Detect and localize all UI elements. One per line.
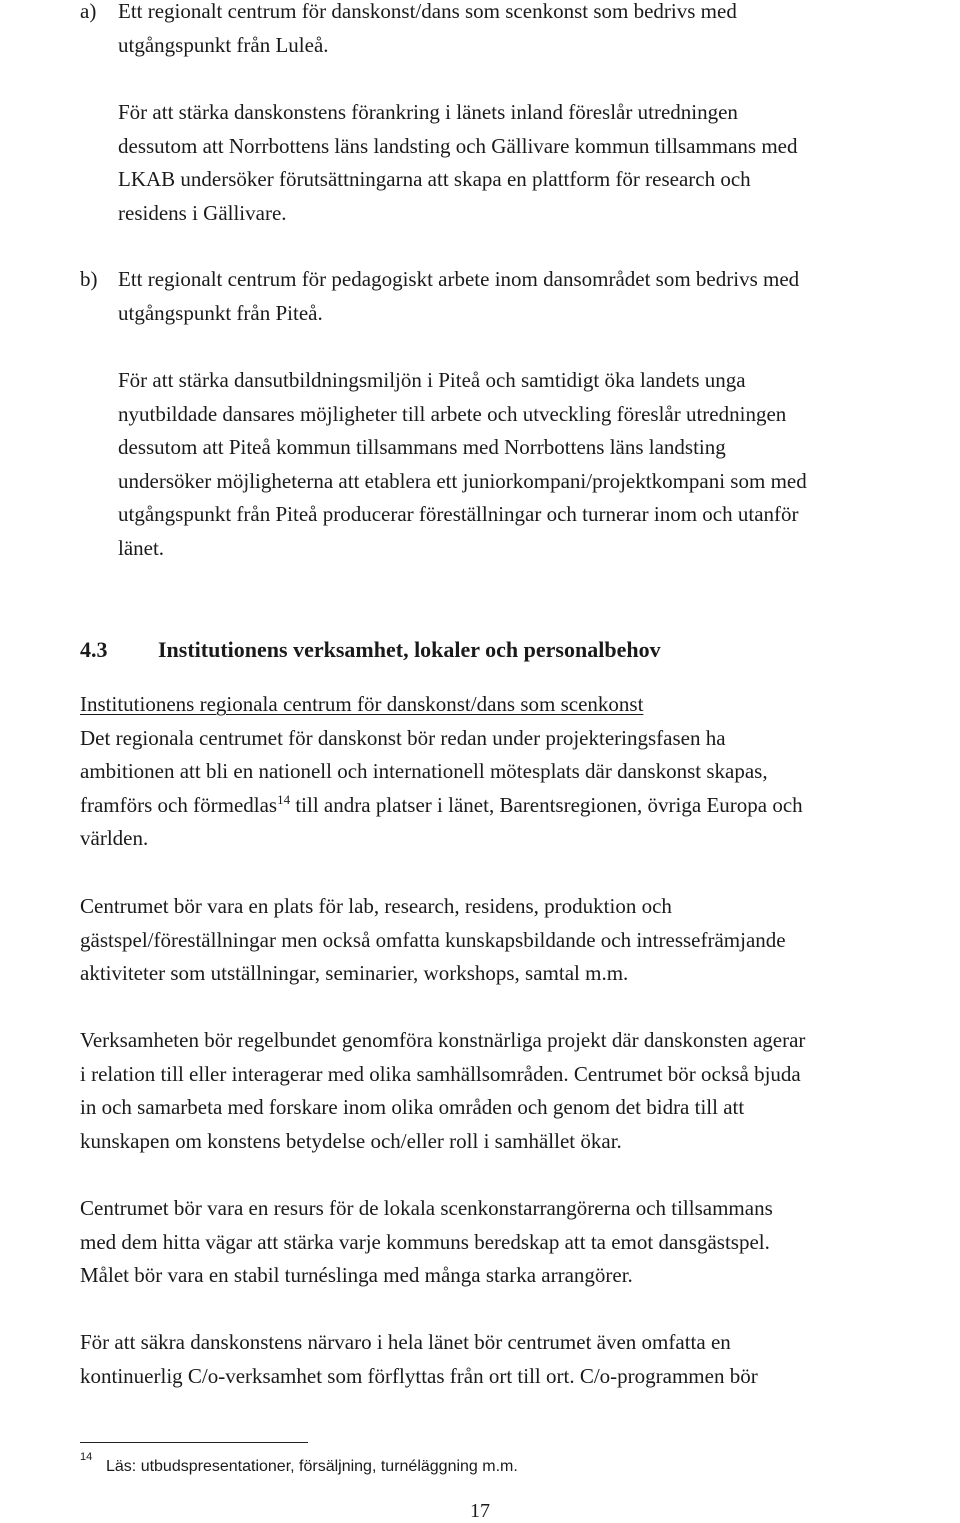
text-line: in och samarbeta med forskare inom olika områden och genom det bidra till att [80, 1095, 745, 1119]
page-number: 17 [470, 1500, 490, 1522]
text-line: residens i Gällivare. [118, 200, 287, 225]
text-line: För att stärka dansutbildningsmiljön i Piteå och samtidigt öka landets unga [118, 368, 746, 392]
paragraph-a [118, 96, 797, 230]
text-line: kunskapen om konstens betydelse och/eller roll i samhället ökar. [80, 1128, 622, 1153]
text-line: gästspel/föreställningar men också omfatta kunskapsbildande och intressefrämjande [80, 927, 786, 952]
text-line: LKAB undersöker förutsättningarna att skapa en plattform för research och [118, 167, 751, 191]
list-item-a [118, 0, 737, 62]
text-line: För att säkra danskonstens närvaro i hela länet bör centrumet även omfatta en [80, 1330, 731, 1354]
footnote-number: 14 [80, 1451, 93, 1463]
text-line: Det regionala centrumet för danskonst bör redan under projekteringsfasen ha [80, 725, 726, 750]
section-heading [80, 633, 661, 666]
text-line: utgångspunkt från Luleå. [118, 32, 329, 57]
text-line: aktiviteter som utställningar, seminarier, workshops, samtal m.m. [80, 961, 629, 985]
text-line: i relation till eller interagerar med olika samhällsområden. Centrumet bör också bjuda [80, 1061, 801, 1086]
footnote-text: Läs: utbudspresentationer, försäljning, turnéläggning m.m. [106, 1458, 518, 1475]
text-segment: till andra platser i länet, Barentsregionen, övriga Europa och [290, 792, 803, 817]
paragraph-1 [80, 688, 803, 856]
text-line: undersöker möjligheterna att etablera ett juniorkompani/projektkompani som med [118, 468, 807, 493]
text-line: dessutom att Norrbottens läns landsting och Gällivare kommun tillsammans med [118, 133, 798, 158]
text-line: Centrumet bör vara en plats för lab, research, residens, produktion och [80, 894, 672, 918]
text-line: utgångspunkt från Piteå. [118, 300, 323, 325]
subheading: Institutionens regionala centrum för danskonst/dans som scenkonst [80, 692, 644, 716]
text-line: ambitionen att bli en nationell och internationell mötesplats där danskonst skapas, [80, 759, 768, 783]
text-line: Målet bör vara en stabil turnéslinga med många starka arrangörer. [80, 1263, 633, 1287]
text-segment: framförs och förmedlas [80, 792, 278, 817]
text-line: länet. [118, 535, 165, 560]
paragraph-3 [80, 1024, 805, 1158]
section-title: Institutionens verksamhet, lokaler och personalbehov [158, 637, 661, 662]
text-line: med dem hitta vägar att stärka varje kommuns beredskap att ta emot dansgästspel. [80, 1229, 770, 1254]
paragraph-5 [80, 1326, 758, 1393]
paragraph-4 [80, 1192, 773, 1293]
footnote-reference: 14 [277, 791, 291, 807]
section-number: 4.3 [80, 637, 108, 662]
text-line: dessutom att Piteå kommun tillsammans med Norrbottens läns landsting [118, 435, 726, 459]
text-line: Ett regionalt centrum för danskonst/dans som scenkonst som bedrivs med [118, 0, 737, 23]
footnote-divider [80, 1442, 308, 1443]
text-line: utgångspunkt från Piteå producerar föreställningar och turnerar inom och utanför [118, 502, 799, 526]
text-line: Centrumet bör vara en resurs för de lokala scenkonstarrangörerna och tillsammans [80, 1196, 773, 1220]
text-line: kontinuerlig C/o-verksamhet som förflyttas från ort till ort. C/o-programmen bör [80, 1363, 758, 1388]
text-line: nyutbildade dansares möjligheter till arbete och utveckling föreslår utredningen [118, 401, 787, 426]
text-line: Ett regionalt centrum för pedagogiskt arbete inom dansområdet som bedrivs med [118, 267, 800, 291]
list-label-b: b) [80, 267, 98, 291]
list-label-a: a) [80, 0, 97, 23]
list-item-b [118, 263, 799, 330]
paragraph-2 [80, 890, 786, 991]
text-line: Verksamheten bör regelbundet genomföra konstnärliga projekt där danskonsten agerar [80, 1028, 806, 1052]
text-line-with-footnote [80, 789, 803, 823]
paragraph-b [118, 364, 807, 565]
text-line: För att stärka danskonstens förankring i länets inland föreslår utredningen [118, 100, 738, 124]
text-line: världen. [80, 826, 149, 850]
